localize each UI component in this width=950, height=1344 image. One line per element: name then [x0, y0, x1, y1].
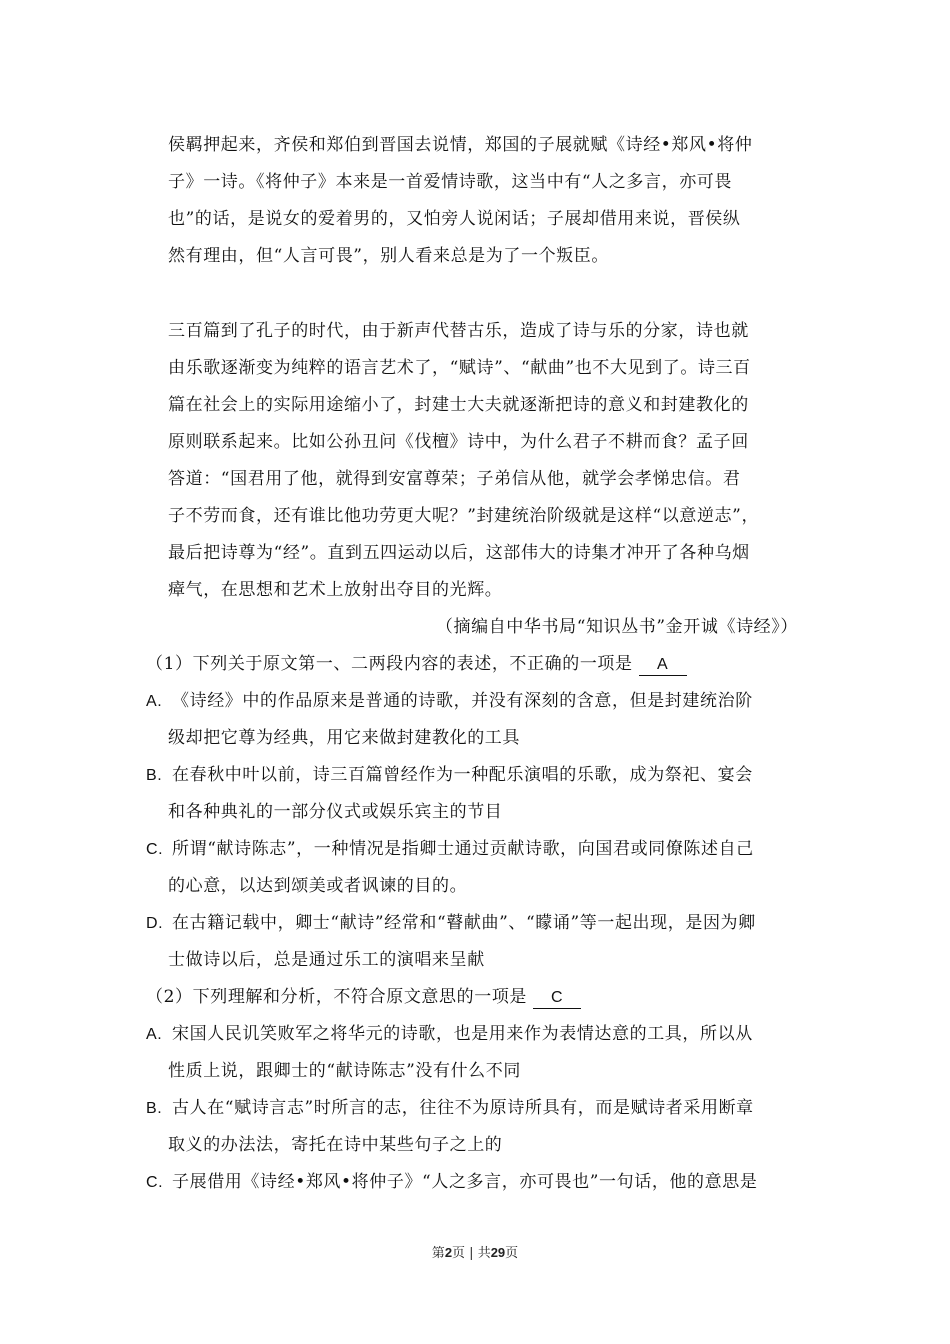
question2-text: （2）下列理解和分析，不符合原文意思的一项是	[146, 987, 528, 1007]
question1-answer: A	[639, 655, 687, 676]
q1-option-c-cont: 的心意，以达到颂美或者讽谏的目的。	[168, 876, 468, 896]
q1-option-d	[146, 911, 756, 936]
option-letter: B.	[146, 1100, 163, 1117]
para1-line: 然有理由，但“人言可畏”，别人看来总是为了一个叛臣。	[168, 246, 609, 266]
q1-option-b-cont: 和各种典礼的一部分仪式或娱乐宾主的节目	[168, 802, 503, 822]
q2-option-a	[146, 1022, 753, 1047]
q2-option-b-cont: 取义的办法法，寄托在诗中某些句子之上的	[168, 1135, 503, 1155]
q1-option-d-cont: 士做诗以后，总是通过乐工的演唱来呈献	[168, 950, 485, 970]
source-citation: （摘编自中华书局“知识丛书”金开诚《诗经》）	[435, 617, 798, 637]
option-letter: A.	[146, 1026, 163, 1043]
para1-line: 侯羁押起来，齐侯和郑伯到晋国去说情，郑国的子展就赋《诗经•郑风•将仲	[168, 135, 753, 155]
option-letter: C.	[146, 1174, 164, 1191]
footer-page-number: 2	[444, 1245, 453, 1260]
q1-option-a	[146, 689, 753, 714]
para1-line: 子》一诗。《将仲子》本来是一首爱情诗歌，这当中有“人之多言，亦可畏	[168, 172, 732, 192]
para2-line: 原则联系起来。比如公孙丑问《伐檀》诗中，为什么君子不耕而食？孟子回	[168, 432, 749, 452]
q2-option-a-cont: 性质上说，跟卿士的“献诗陈志”没有什么不同	[168, 1061, 521, 1081]
q1-option-c	[146, 837, 754, 862]
para1-line: 也”的话，是说女的爱着男的，又怕旁人说闲话；子展却借用来说，晋侯纵	[168, 209, 741, 229]
option-text: 子展借用《诗经•郑风•将仲子》“人之多言，亦可畏也”一句话，他的意思是	[172, 1172, 758, 1192]
footer-suffix: 页	[505, 1246, 519, 1261]
footer-middle: 页 | 共	[452, 1246, 491, 1261]
q2-option-b	[146, 1096, 754, 1121]
question1-stem	[146, 652, 687, 676]
question2-stem	[146, 985, 581, 1009]
question1-text: （1）下列关于原文第一、二两段内容的表述，不正确的一项是	[146, 654, 633, 674]
option-text: 在春秋中叶以前，诗三百篇曾经作为一种配乐演唱的乐歌，成为祭祀、宴会	[172, 765, 753, 785]
para2-line: 答道：“国君用了他，就得到安富尊荣；子弟信从他，就学会孝悌忠信。君	[168, 469, 741, 489]
q1-option-b	[146, 763, 753, 788]
question2-answer: C	[533, 988, 581, 1009]
option-text: 在古籍记载中，卿士“献诗”经常和“瞽献曲”、“矇诵”等一起出现，是因为卿	[172, 913, 756, 933]
option-letter: D.	[146, 915, 164, 932]
option-letter: A.	[146, 693, 163, 710]
page-footer	[0, 1244, 950, 1263]
option-text: 《诗经》中的作品原来是普通的诗歌，并没有深刻的含意，但是封建统治阶	[172, 691, 753, 711]
para2-line: 三百篇到了孔子的时代，由于新声代替古乐，造成了诗与乐的分家，诗也就	[168, 321, 749, 341]
footer-total-pages: 29	[490, 1245, 506, 1260]
option-text: 所谓“献诗陈志”，一种情况是指卿士通过贡献诗歌，向国君或同僚陈述自己	[172, 839, 754, 859]
para2-line: 子不劳而食，还有谁比他功劳更大呢？”封建统治阶级就是这样“以意逆志”，	[168, 506, 760, 526]
option-text: 古人在“赋诗言志”时所言的志，往往不为原诗所具有，而是赋诗者采用断章	[172, 1098, 754, 1118]
para2-line: 最后把诗尊为“经”。直到五四运动以后，这部伟大的诗集才冲开了各种乌烟	[168, 543, 750, 563]
para2-line: 篇在社会上的实际用途缩小了，封建士大夫就逐渐把诗的意义和封建教化的	[168, 395, 749, 415]
q1-option-a-cont: 级却把它尊为经典，用它来做封建教化的工具	[168, 728, 520, 748]
para2-line: 瘴气，在思想和艺术上放射出夺目的光辉。	[168, 580, 503, 600]
option-letter: C.	[146, 841, 164, 858]
footer-prefix: 第	[431, 1246, 445, 1261]
para2-line: 由乐歌逐渐变为纯粹的语言艺术了，“赋诗”、“献曲”也不大见到了。诗三百	[168, 358, 751, 378]
option-text: 宋国人民讥笑败军之将华元的诗歌，也是用来作为表情达意的工具，所以从	[172, 1024, 753, 1044]
q2-option-c	[146, 1170, 757, 1195]
option-letter: B.	[146, 767, 163, 784]
